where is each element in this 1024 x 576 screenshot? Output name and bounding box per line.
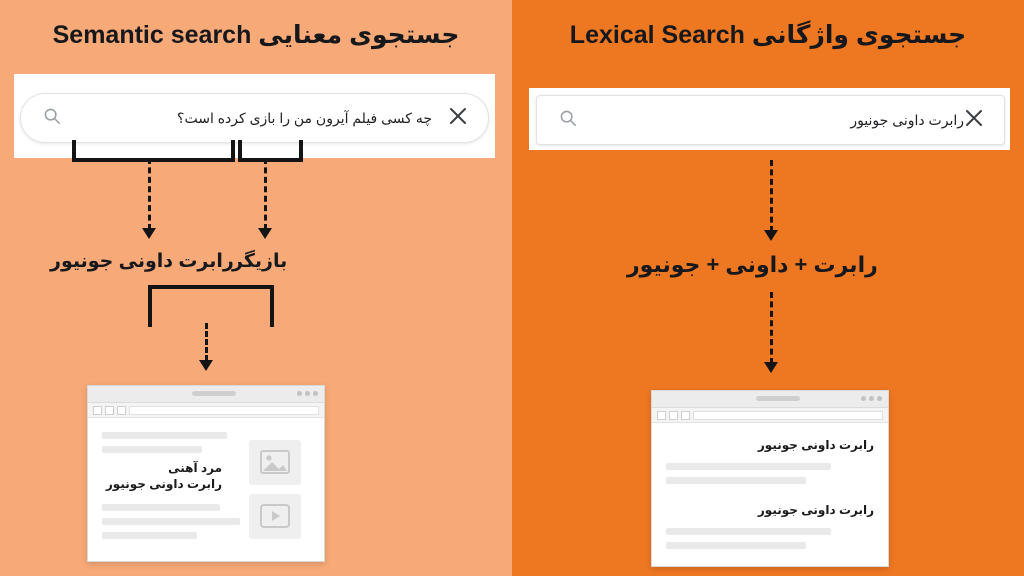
connector-left-2 <box>264 158 267 230</box>
placeholder-line <box>102 432 227 439</box>
term-tokens: رابرت + داونی + جونیور <box>627 252 878 277</box>
connector-merge <box>205 323 208 361</box>
window-controls <box>297 391 318 396</box>
connector-left-1 <box>148 158 151 230</box>
browser-titlebar <box>652 391 888 408</box>
arrow-left-2 <box>258 228 272 239</box>
image-icon <box>249 440 301 485</box>
search-input-semantic[interactable]: چه کسی فیلم آیرون من را بازی کرده است؟ <box>177 109 432 126</box>
result-title-line-2: رابرت داونی جونیور <box>105 477 222 492</box>
connector-right-1 <box>770 160 773 232</box>
placeholder-line <box>666 477 806 484</box>
browser-titlebar <box>88 386 324 403</box>
placeholder-line <box>666 542 806 549</box>
panel-title-semantic: جستجوی معنایی Semantic search <box>52 21 460 49</box>
bracket-movie-phrase <box>238 140 303 162</box>
reload-icon <box>681 411 690 420</box>
browser-tab <box>756 396 800 401</box>
placeholder-line <box>102 446 202 453</box>
search-input-lexical[interactable]: رابرت داونی جونیور <box>850 111 964 128</box>
result-title-2: رابرت داونی جونیور <box>757 503 874 518</box>
arrow-right-1 <box>764 230 778 241</box>
browser-toolbar <box>652 408 888 423</box>
panel-lexical-search <box>512 0 1024 576</box>
browser-window-semantic <box>87 385 325 562</box>
connector-right-2 <box>770 292 773 364</box>
term-role: بازیگر <box>232 251 288 272</box>
browser-toolbar <box>88 403 324 418</box>
browser-tab <box>192 391 236 396</box>
close-icon[interactable] <box>964 108 984 132</box>
back-icon <box>657 411 666 420</box>
arrow-merge <box>199 360 213 371</box>
browser-window-lexical <box>651 390 889 567</box>
placeholder-line <box>102 504 220 511</box>
arrow-left-1 <box>142 228 156 239</box>
search-icon <box>559 109 577 132</box>
forward-icon <box>669 411 678 420</box>
reload-icon <box>117 406 126 415</box>
placeholder-line <box>666 463 831 470</box>
arrow-right-2 <box>764 362 778 373</box>
browser-url-bar <box>129 406 319 415</box>
forward-icon <box>105 406 114 415</box>
back-icon <box>93 406 102 415</box>
result-title-1: رابرت داونی جونیور <box>757 438 874 452</box>
browser-content-semantic <box>88 418 324 556</box>
browser-url-bar <box>693 411 883 420</box>
close-icon[interactable] <box>448 106 468 130</box>
placeholder-line <box>102 532 197 539</box>
search-bar-lexical[interactable] <box>536 95 1005 145</box>
bracket-merge <box>148 285 274 327</box>
video-play-icon <box>249 494 301 539</box>
search-bar-semantic[interactable] <box>20 93 489 143</box>
bracket-actor-phrase <box>72 140 235 162</box>
result-thumbnail-video <box>249 494 301 539</box>
window-controls <box>861 396 882 401</box>
term-actor: رابرت داونی جونیور <box>50 251 234 272</box>
result-title-line-1: مرد آهنی <box>168 461 222 475</box>
result-thumbnail-image <box>249 440 301 485</box>
panel-title-lexical: جستجوی واژگانی Lexical Search <box>569 21 967 49</box>
placeholder-line <box>666 528 831 535</box>
placeholder-line <box>102 518 240 525</box>
search-icon <box>43 107 61 130</box>
browser-content-lexical <box>652 423 888 566</box>
